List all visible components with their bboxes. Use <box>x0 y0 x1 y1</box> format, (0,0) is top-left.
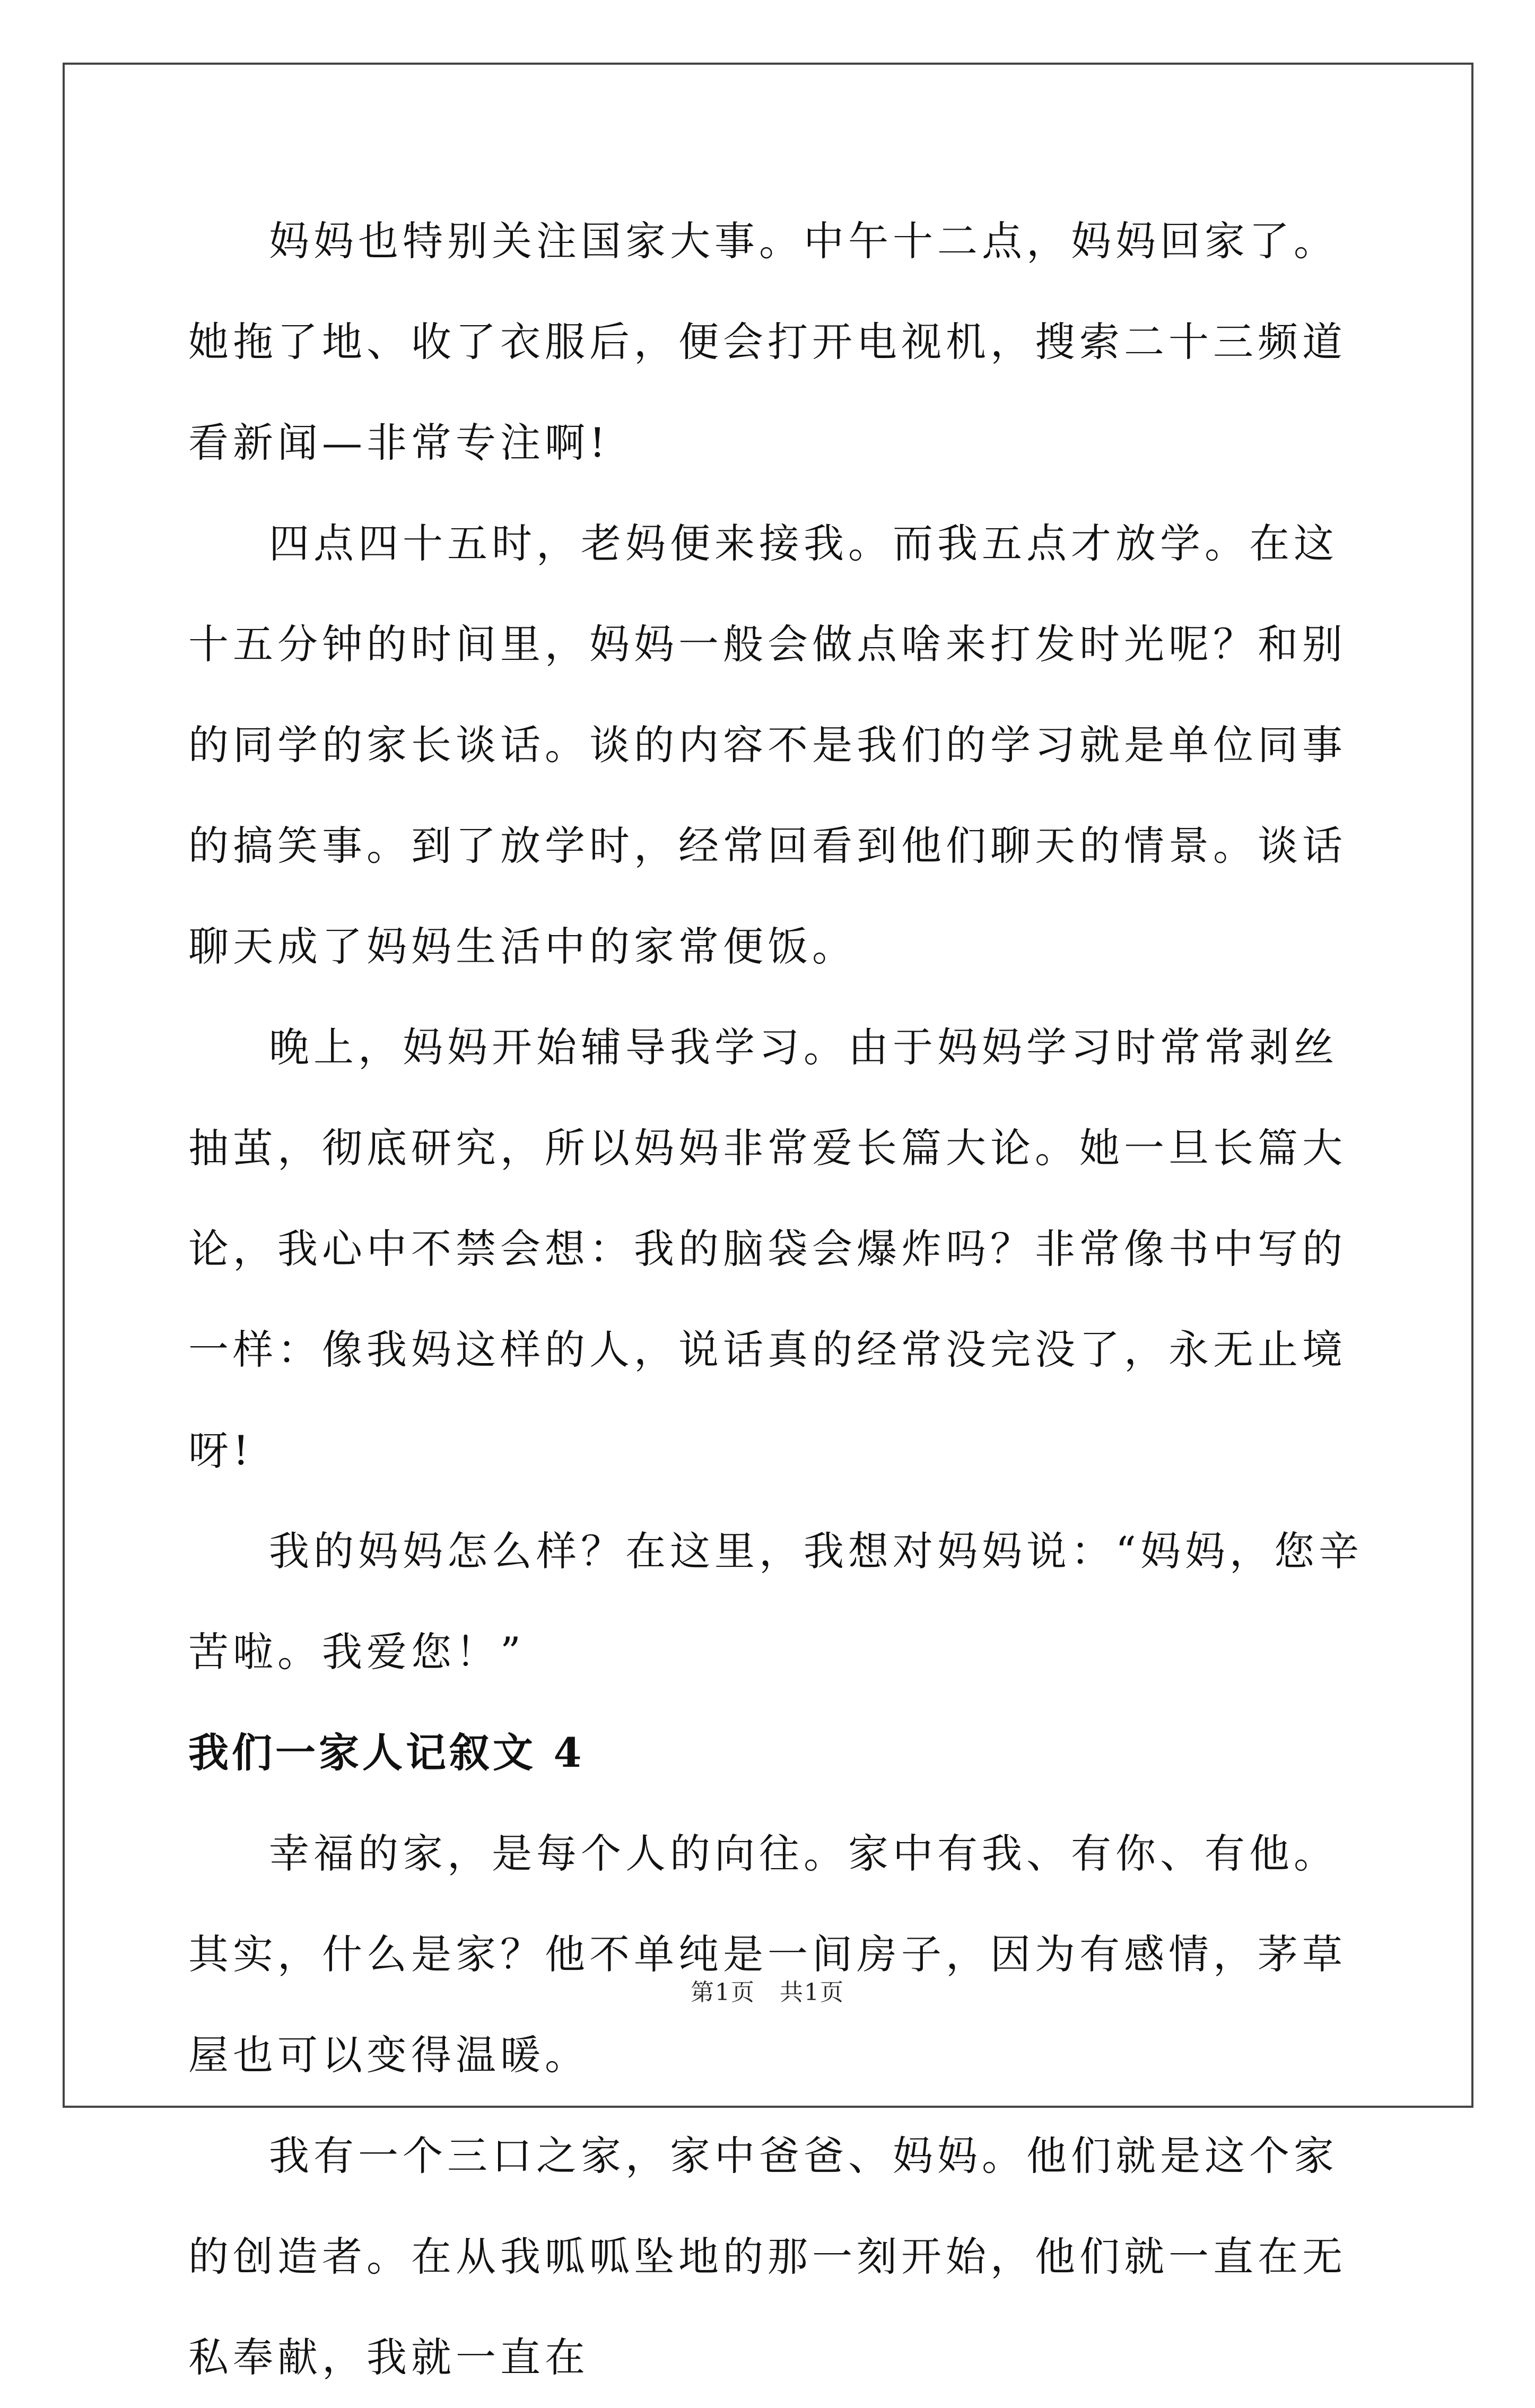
paragraph-thanks-mom: 我的妈妈怎么样？在这里，我想对妈妈说：“妈妈，您辛苦啦。我爱您！” <box>188 1528 1363 1676</box>
paragraph-homework-help: 晚上，妈妈开始辅导我学习。由于妈妈学习时常常剥丝抽茧，彻底研究，所以妈妈非常爱长篇大论。她一旦长篇大论，我心中不禁会想：我的脑袋会爆炸吗？非常像书中写的一样：像我妈这样的人，说话真的经常没完没了，永无止境呀! <box>188 1024 1347 1474</box>
paragraph-family-of-three: 我有一个三口之家，家中爸爸、妈妈。他们就是这个家的创造者。在从我呱呱坠地的那一刻开始，他们就一直在无私奉献，我就一直在 <box>188 2132 1347 2381</box>
paragraph-national-news: 妈妈也特别关注国家大事。中午十二点，妈妈回家了。她拖了地、收了衣服后，便会打开电视机，搜索二十三频道看新闻—非常专注啊! <box>188 217 1347 466</box>
section-title: 我们一家人记叙文 4 <box>188 1729 585 1776</box>
paragraph-happy-home: 幸福的家，是每个人的向往。家中有我、有你、有他。其实，什么是家？他不单纯是一间房子，因为有感情，茅草屋也可以变得温暖。 <box>188 1830 1347 2079</box>
document-body <box>188 191 1371 2408</box>
paragraph-pickup-time: 四点四十五时，老妈便来接我。而我五点才放学。在这十五分钟的时间里，妈妈一般会做点啥来打发时光呢？和别的同学的家长谈话。谈的内容不是我们的学习就是单位同事的搞笑事。到了放学时，经常回看到他们聊天的情景。谈话聊天成了妈妈生活中的家常便饭。 <box>188 520 1347 970</box>
page-number-footer: 第1页 共1页 <box>691 1979 844 2006</box>
